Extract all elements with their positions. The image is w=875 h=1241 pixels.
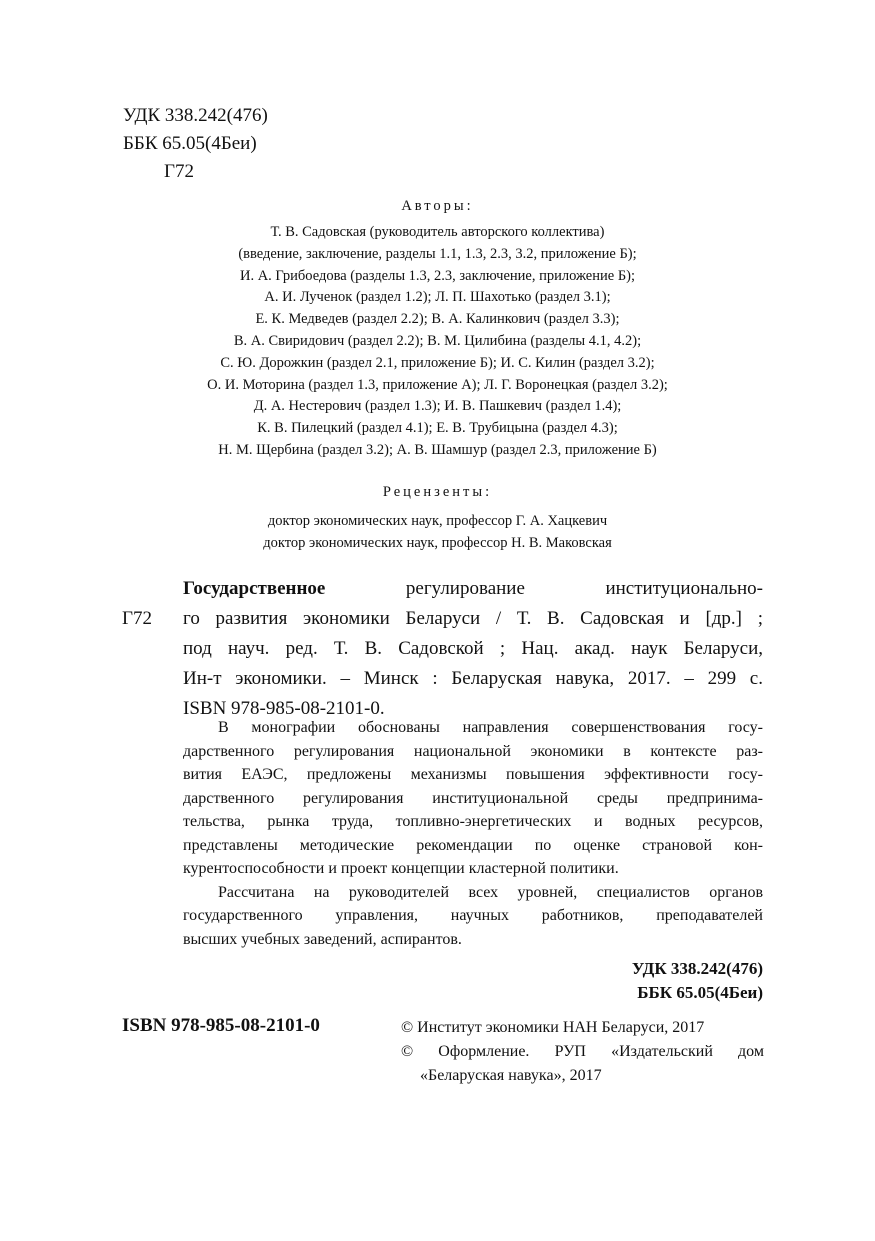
abstract-line: Рассчитана на руководителей всех уровней, специалистов органов [218,883,763,901]
bib-line: Ин-т экономики. – Минск : Беларуская навука, 2017. – 299 с. [183,668,763,689]
footer-bbk: ББК 65.05(4Беи) [637,982,763,1002]
author-mark: Г72 [164,161,194,182]
bib-title-rest: регулирование институционально- [325,578,763,599]
abstract [183,716,763,951]
abstract-line: дарственного регулирования национальной экономики в контексте раз- [183,742,763,760]
copyright-line: © Институт экономики НАН Беларуси, 2017 [401,1019,705,1036]
footer-codes [632,957,763,1004]
reviewer-line: доктор экономических наук, профессор Н. В. Маковская [263,534,612,551]
reviewers-heading: Рецензенты: [382,484,493,500]
bbk-code: ББК 65.05(4Беи) [123,133,257,154]
abstract-line: дарственного регулирования институциональной среды предпринима- [183,789,763,807]
author-line: С. Ю. Дорожкин (раздел 2.1, приложение Б); И. С. Килин (раздел 3.2); [220,354,655,371]
author-line: Е. К. Медведев (раздел 2.2); В. А. Калинкович (раздел 3.3); [255,311,620,328]
abstract-line: В монографии обоснованы направления совершенствования госу- [218,719,763,736]
bib-line: го развития экономики Беларуси / Т. В. Садовская и [др.] ; [183,608,763,629]
bibliography-mark: Г72 [122,608,152,629]
author-line: Д. А. Нестерович (раздел 1.3); И. В. Пашкевич (раздел 1.4); [253,398,622,415]
abstract-line: представлены методические рекомендации по оценке страновой кон- [183,836,763,854]
author-line: Н. М. Щербина (раздел 3.2); А. В. Шамшур (раздел 2.3, приложение Б) [218,441,657,458]
reviewer-line: доктор экономических наук, профессор Г. А. Хацкевич [267,513,608,529]
abstract-line: тельства, рынка труда, топливно-энергетических и водных ресурсов, [183,813,763,830]
author-line: Т. В. Садовская (руководитель авторского коллектива) [270,224,605,240]
author-line: И. А. Грибоедова (разделы 1.3, 2.3, заключение, приложение Б); [239,267,636,284]
bib-line [183,574,763,604]
authors-list [110,222,765,462]
udk-code: УДК 338.242(476) [123,105,268,126]
author-line: А. И. Лученок (раздел 1.2); Л. П. Шахотько (раздел 3.1); [264,289,611,306]
bib-isbn-line: ISBN 978-985-08-2101-0. [183,698,385,719]
classification-codes [123,102,268,186]
footer-udk: УДК 338.242(476) [631,959,763,978]
reviewers-list [110,511,765,555]
abstract-line: курентоспособности и проект концепции кластерной политики. [183,860,619,877]
author-line: (введение, заключение, разделы 1.1, 1.3, 2.3, 3.2, приложение Б); [238,245,637,262]
abstract-line: высших учебных заведений, аспирантов. [183,930,462,948]
authors-heading: Авторы: [401,198,474,214]
abstract-line: государственного управления, научных работников, преподавателей [183,907,763,924]
copyright-line: «Беларуская навука», 2017 [420,1067,602,1084]
bibliographic-record [183,574,763,724]
copyright-line: © Оформление. РУП «Издательский дом [401,1043,764,1060]
author-line: К. В. Пилецкий (раздел 4.1); Е. В. Трубицына (раздел 4.3); [257,420,618,437]
bib-title-bold: Государственное [183,578,326,599]
isbn: ISBN 978-985-08-2101-0 [122,1015,320,1036]
bib-line: под науч. ред. Т. В. Садовской ; Нац. акад. наук Беларуси, [183,638,763,659]
author-line: О. И. Моторина (раздел 1.3, приложение А); Л. Г. Воронецкая (раздел 3.2); [207,376,668,393]
author-line: В. А. Свиридович (раздел 2.2); В. М. Цилибина (разделы 4.1, 4.2); [233,332,642,349]
abstract-line: вития ЕАЭС, предложены механизмы повышения эффективности госу- [183,766,763,783]
copyright-block [401,1016,764,1088]
